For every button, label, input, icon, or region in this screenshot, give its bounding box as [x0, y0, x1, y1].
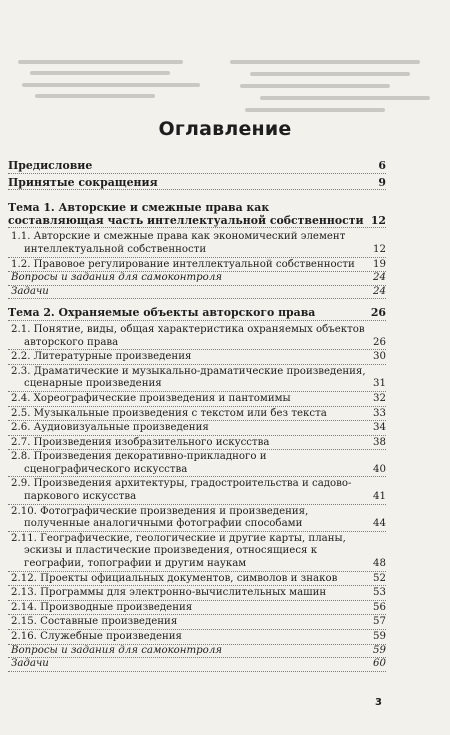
- toc-entry-page: 32: [373, 392, 386, 404]
- toc-entry-page: 38: [373, 436, 386, 448]
- toc-entry-page: 57: [373, 616, 386, 628]
- toc-entry-page: 12: [370, 213, 386, 227]
- toc-entry: [8, 437, 386, 450]
- toc-entry-label: 2.15. Составные произведения: [11, 616, 178, 628]
- toc-entry-label: 2.9. Произведения архитектуры, градостроительства и садово-паркового искусства: [11, 478, 352, 503]
- toc-entry-label: 2.12. Проекты официальных документов, символов и знаков: [11, 572, 338, 584]
- toc-entry-label: 2.13. Программы для электронно-вычислительных машин: [11, 587, 327, 599]
- toc-entry: [8, 351, 386, 364]
- toc-entry: [8, 231, 386, 256]
- toc-entry-label: 2.10. Фотографические произведения и произведения, полученные аналогичными фотографии способами: [11, 505, 309, 530]
- toc-entry: [8, 422, 386, 435]
- toc-entry: [8, 451, 386, 476]
- toc-entry-page: 19: [373, 258, 386, 270]
- toc-top-entry: [8, 177, 386, 190]
- toc-entry-page: 40: [373, 463, 386, 475]
- toc-entry: [8, 366, 386, 391]
- toc-entry-page: 60: [373, 658, 386, 670]
- toc-entry: [8, 533, 386, 571]
- toc-entry: [8, 631, 386, 644]
- toc-entry-label: 2.8. Произведения декоративно-прикладного и сценографического искусства: [11, 451, 267, 475]
- toc-entry-page: 26: [373, 336, 386, 348]
- toc-entry: [8, 658, 386, 671]
- dot-leader: [8, 658, 386, 672]
- toc-entry: [8, 478, 386, 503]
- toc-entry: [8, 506, 386, 531]
- toc-entry-page: 48: [373, 558, 386, 570]
- toc-entry-page: 53: [373, 587, 386, 599]
- toc-entry-label: Тема 1. Авторские и смежные права как составляющая часть интеллектуальной собственности: [8, 201, 364, 227]
- toc-entry-label: Тема 2. Охраняемые объекты авторского права: [8, 306, 316, 320]
- toc-entry-label: 1.1. Авторские и смежные права как экономический элемент интеллектуальной собственности: [11, 231, 346, 255]
- toc-entry-label: Задачи: [11, 285, 49, 297]
- toc-entry-label: Принятые сокращения: [8, 175, 158, 189]
- toc-top-entry: [8, 160, 386, 173]
- toc-entry-page: 44: [373, 518, 386, 530]
- toc-entry-page: 24: [373, 285, 386, 297]
- toc-entry: [8, 645, 386, 658]
- toc-entry: [8, 286, 386, 299]
- toc-entry-label: 2.1. Понятие, виды, общая характеристика охраняемых объектов авторского права: [11, 323, 365, 348]
- toc-entry-page: 41: [373, 491, 386, 503]
- toc-entry-label: 2.6. Аудиовизуальные произведения: [11, 422, 209, 434]
- table-of-contents: [8, 160, 386, 671]
- toc-entry-page: 52: [373, 572, 386, 584]
- toc-entry: [8, 408, 386, 421]
- toc-entry-label: 2.14. Производные произведения: [11, 601, 193, 613]
- toc-entry: [8, 602, 386, 615]
- toc-entry-page: 24: [373, 272, 386, 284]
- toc-entry: [8, 616, 386, 629]
- toc-entry-page: 12: [373, 243, 386, 255]
- bleed-through-text: [0, 0, 450, 130]
- toc-entry-page: 9: [378, 175, 386, 189]
- toc-entry-page: 26: [370, 306, 386, 320]
- toc-entry-label: 2.16. Служебные произведения: [11, 631, 182, 642]
- toc-entry: [8, 259, 386, 272]
- toc-entry-page: 31: [373, 378, 386, 390]
- toc-topic-entry: [8, 202, 386, 227]
- toc-entry-label: Предисловие: [8, 159, 93, 172]
- toc-entry-label: 2.5. Музыкальные произведения с текстом или без текста: [11, 407, 327, 419]
- toc-entry: [8, 272, 386, 285]
- toc-entry-label: Вопросы и задания для самоконтроля: [11, 272, 223, 284]
- page-number: 3: [375, 697, 382, 708]
- toc-entry-page: 33: [373, 407, 386, 419]
- toc-entry-page: 30: [373, 351, 386, 363]
- toc-entry-label: Вопросы и задания для самоконтроля: [11, 644, 223, 656]
- toc-entry-label: 2.7. Произведения изобразительного искусства: [11, 436, 270, 448]
- dot-leader: [8, 286, 386, 300]
- toc-entry-label: 2.3. Драматические и музыкально-драматические произведения, сценарные произведения: [11, 365, 366, 390]
- toc-entry-page: 59: [373, 631, 386, 642]
- toc-entry: [8, 393, 386, 406]
- toc-entry-label: Задачи: [11, 658, 49, 670]
- toc-entry-page: 6: [378, 159, 386, 172]
- toc-topic-entry: [8, 307, 386, 320]
- toc-entry-label: 2.4. Хореографические произведения и пантомимы: [11, 392, 291, 404]
- toc-entry-label: 2.2. Литературные произведения: [11, 351, 192, 363]
- toc-entry: [8, 587, 386, 600]
- toc-entry-label: 2.11. Географические, геологические и другие карты, планы, эскизы и пластические произведения, относящиеся к географии, топографии и другим наукам: [11, 532, 346, 570]
- toc-entry: [8, 573, 386, 586]
- toc-entry: [8, 324, 386, 349]
- toc-entry-label: 1.2. Правовое регулирование интеллектуальной собственности: [11, 258, 355, 270]
- page-title: Оглавление: [158, 118, 292, 140]
- toc-entry-page: 34: [373, 422, 386, 434]
- toc-entry-page: 59: [373, 644, 386, 656]
- toc-entry-page: 56: [373, 601, 386, 613]
